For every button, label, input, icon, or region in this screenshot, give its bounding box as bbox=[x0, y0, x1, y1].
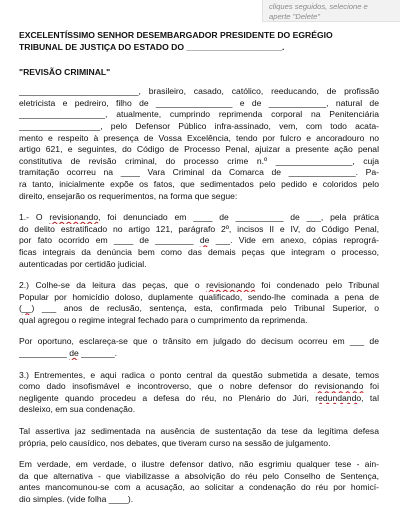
paragraph-4 bbox=[19, 370, 379, 416]
p2-line bbox=[19, 280, 379, 292]
p6-line: Em verdade, em verdade, o ilustre defensor dativo, não esgrimiu qualquer tese - ain- bbox=[19, 459, 379, 470]
p2-line bbox=[19, 303, 379, 315]
intro-line: direito, ensejarão os requerimentos, na forma que segue: bbox=[19, 190, 238, 201]
p1-text: ___. Vide em anexo, cópias reprográ- bbox=[209, 235, 379, 246]
p5-line: própria, pelo causídico, nos debates, que tiveram curso na sessão de julgamento. bbox=[19, 437, 331, 448]
p2-line: qual agregou o regime integral fechado para o cumprimento da reprimenda. bbox=[19, 314, 308, 325]
p3-text: _______. bbox=[78, 348, 117, 359]
p4-line: 3.) Entrementes, e aqui radica o ponto central da questão submetida a desate, temos bbox=[19, 369, 379, 380]
paragraph-5 bbox=[19, 426, 379, 449]
intro-line: __________________, atualmente, cumprindo reprimenda corporal na Penitenciária bbox=[19, 109, 379, 120]
spellcheck-word: de bbox=[199, 235, 210, 246]
addressee-line-1: EXCELENTÍSSIMO SENHOR DESEMBARGADOR PRESIDENTE DO EGRÉGIO bbox=[19, 30, 333, 40]
intro-line: tramitação ocorreu na ____ Vara Criminal da Comarca de ______________. Pa- bbox=[19, 167, 379, 178]
paragraph-3 bbox=[19, 336, 379, 359]
p1-text: , foi denunciado em ____ de __________ de ___, pela prática bbox=[98, 212, 379, 223]
intro-line: constitutiva de revisão criminal, do processo crime n.º ________________, cuja bbox=[19, 155, 379, 166]
p1-line: do delito estratificado no artigo 121, parágrafo 2º, incisos II e IV, do Código Penal, bbox=[19, 223, 379, 234]
document-body[interactable] bbox=[19, 30, 379, 516]
intro-line: eletricista e pedreiro, filho de ________________ e de ____________, natural de bbox=[19, 97, 379, 108]
p4-line: desleixo, em sua condenação. bbox=[19, 404, 136, 415]
p4-text: negligente quando procedeu a defesa do réu, no Plenário do Júri, bbox=[19, 392, 316, 403]
p1-line bbox=[19, 212, 379, 224]
hint-line-2: aperte "Delete" bbox=[269, 11, 320, 21]
spellcheck-word: de bbox=[69, 348, 79, 359]
p1-line: ficas integrais da denúncia bem como das demais peças que integram o processo, bbox=[19, 246, 379, 257]
p1-line: autenticadas por certidão judicial. bbox=[19, 258, 147, 269]
p5-line: Tal assertiva jaz sedimentada na ausência de sustentação da tese da legítima defesa bbox=[19, 426, 379, 437]
paragraph-2 bbox=[19, 280, 379, 326]
intro-line: mento e respeito à presença de Vossa Excelência, tendo por fulcro e ancoradouro no bbox=[19, 132, 379, 143]
spellcheck-word: revisionando bbox=[314, 381, 364, 392]
p2-text: ( bbox=[19, 303, 22, 314]
spellcheck-word: revisionando bbox=[49, 212, 99, 223]
p2-text: foi condenado pelo Tribunal bbox=[254, 280, 379, 291]
p6-line: da que alternativa - que viabilizasse a absolvição do réu pelo Conselho de Sentença, bbox=[19, 470, 379, 481]
blurred-footer bbox=[19, 490, 389, 500]
p6-line: dio simples. (vide folha ____). bbox=[19, 494, 134, 504]
p3-line: Por oportuno, esclareça-se que o trânsito em julgado do decisum ocorreu em ___ de bbox=[19, 336, 379, 347]
p2-text: 2.) Colhe-se da leitura das peças, que o bbox=[19, 280, 207, 291]
intro-line: artigo 621, e seguintes, do Código de Processo Penal, ajuizar a presente ação penal bbox=[19, 144, 379, 155]
p2-text: ) ___ anos de reclusão, sentença, esta, confirmada pelo Tribunal Superior, o bbox=[31, 303, 379, 314]
hint-line-1: cliques seguidos, selecione e bbox=[269, 2, 368, 11]
intro-line: ra tanto, inicialmente expõe os fatos, que sedimentados pelo pedido e coloridos pelo bbox=[19, 178, 379, 189]
p1-text: por fato ocorrido em ____ de ________ bbox=[19, 235, 200, 246]
paragraph-1 bbox=[19, 212, 379, 270]
p4-line bbox=[19, 393, 379, 405]
p3-text: __________ bbox=[19, 348, 70, 359]
p4-text: como dado insofismável e incontroverso, que o nobre defensor do bbox=[19, 381, 315, 392]
p4-text: foi bbox=[363, 381, 379, 392]
p2-line: Popular por homicídio doloso, duplamente qualificado, sendo-lhe cominada a pena de bbox=[19, 291, 379, 302]
p1-line bbox=[19, 235, 379, 247]
intro-line: _________________, pelo Defensor Público infra-assinado, vem, com todo acata- bbox=[19, 120, 379, 131]
p6-line: antes mancomunou-se com a acusação, ao solicitar a condenação do réu por homicí- bbox=[19, 482, 379, 493]
addressee-line-2: TRIBUNAL DE JUSTIÇA DO ESTADO DO ____________________. bbox=[19, 41, 285, 52]
intro-line: _________________________, brasileiro, casado, católico, reeducando, de profissão bbox=[19, 86, 379, 97]
spellcheck-word: redundando bbox=[315, 392, 362, 403]
p1-text: 1.- O bbox=[19, 212, 50, 223]
spellcheck-word: __ bbox=[21, 303, 32, 314]
document-title: "REVISÃO CRIMINAL" bbox=[19, 67, 111, 78]
spellcheck-word: revisionando bbox=[206, 280, 255, 291]
p3-line bbox=[19, 348, 379, 360]
intro-paragraph bbox=[19, 86, 379, 202]
p4-line bbox=[19, 381, 379, 393]
p4-text: , tal bbox=[361, 392, 379, 403]
instruction-hint bbox=[262, 0, 400, 22]
